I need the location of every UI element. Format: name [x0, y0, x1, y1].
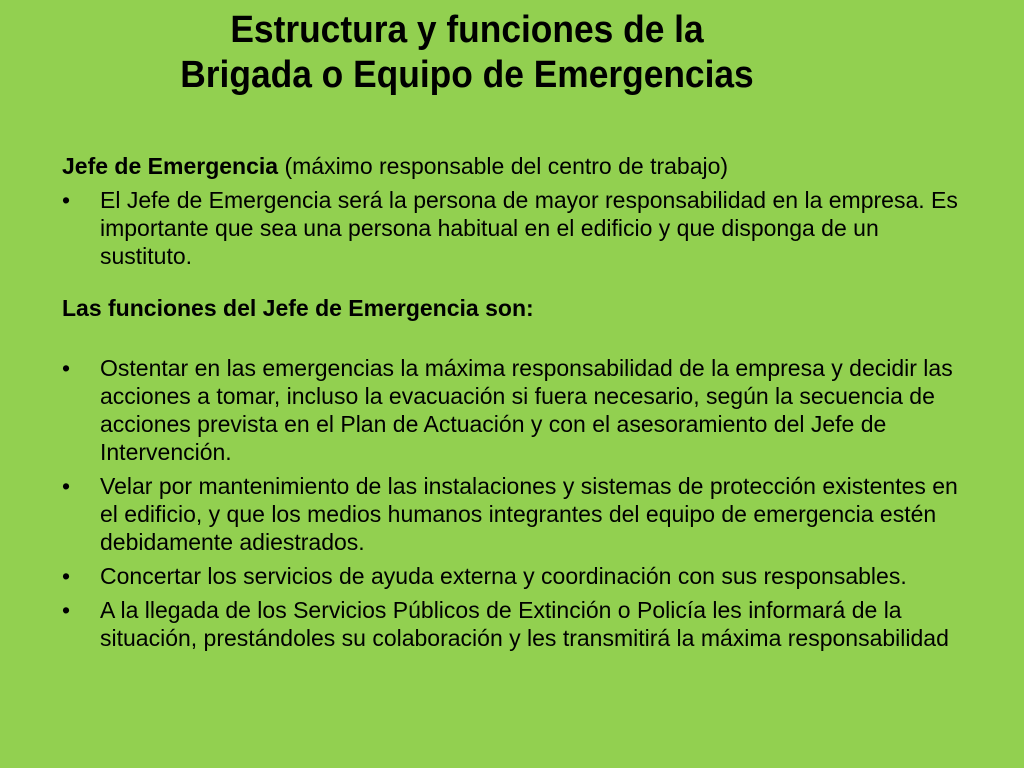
slide-title-line-2: Brigada o Equipo de Emergencias: [180, 54, 754, 96]
bullet-marker: •: [62, 355, 71, 381]
function-item-2: [62, 472, 962, 556]
function-item-1: [62, 354, 962, 466]
role-heading-bold: Jefe de Emergencia: [62, 153, 279, 179]
function-item-text: Concertar los servicios de ayuda externa y coordinación con sus responsables.: [100, 563, 907, 589]
role-description-text: El Jefe de Emergencia será la persona de mayor responsabilidad en la empresa. Es importante que sea una persona habitual en el edificio y que disponga de un sustituto.: [100, 187, 958, 269]
slide-title-line-1: Estructura y funciones de la: [230, 9, 704, 51]
role-heading: [62, 152, 962, 180]
role-heading-note: (máximo responsable del centro de trabajo): [278, 153, 729, 179]
function-item-4: [62, 596, 962, 652]
function-item-text: Ostentar en las emergencias la máxima responsabilidad de la empresa y decidir las acciones a tomar, incluso la evacuación si fuera necesario, según la secuencia de acciones prevista en el Plan de Actuación y con el asesoramiento del Jefe de Intervención.: [100, 355, 953, 465]
bullet-marker: •: [62, 473, 71, 499]
function-item-text: A la llegada de los Servicios Públicos de Extinción o Policía les informará de la situación, prestándoles su colaboración y les transmitirá la máxima responsabilidad: [100, 597, 949, 651]
bullet-marker: •: [62, 597, 71, 623]
role-description-item: [62, 186, 962, 270]
slide-title: [33, 8, 902, 98]
bullet-marker: •: [62, 563, 71, 589]
bullet-marker: •: [62, 187, 71, 213]
slide-body: [62, 152, 962, 652]
function-item-3: [62, 562, 962, 590]
functions-heading: Las funciones del Jefe de Emergencia son:: [62, 295, 534, 321]
function-item-text: Velar por mantenimiento de las instalaciones y sistemas de protección existentes en el edificio, y que los medios humanos integrantes del equipo de emergencia estén debidamente adiestrados.: [100, 473, 958, 555]
